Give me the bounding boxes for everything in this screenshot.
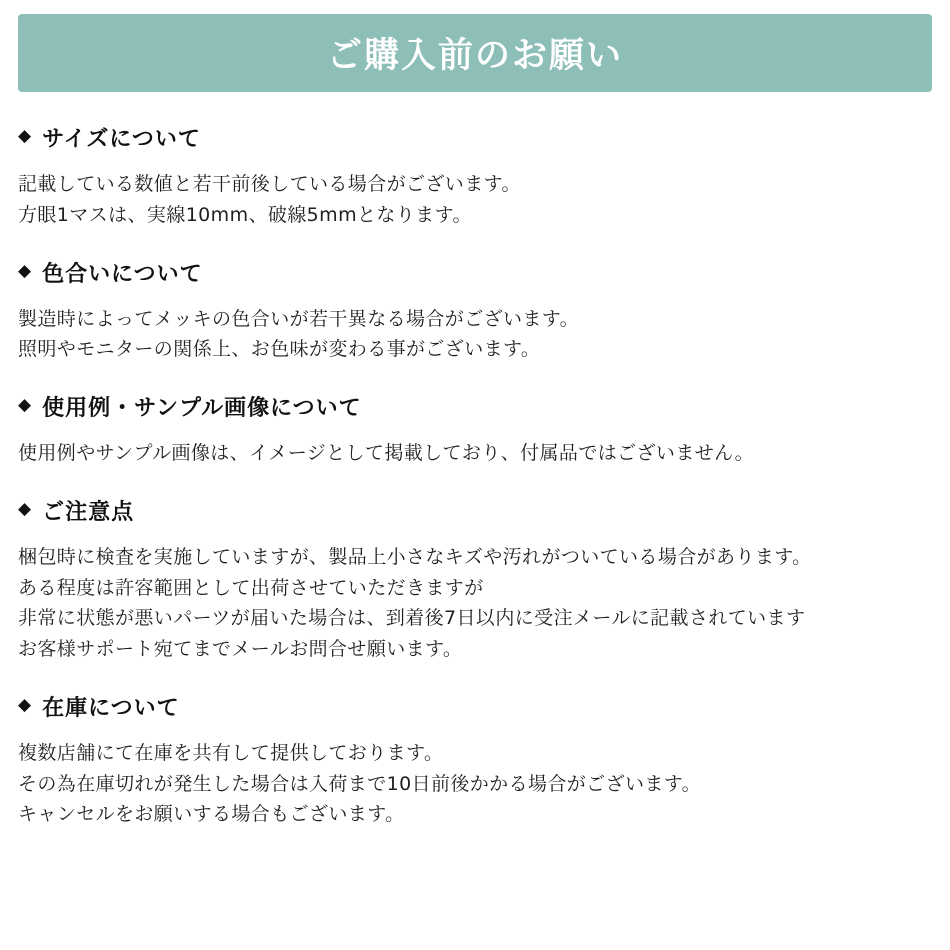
body-line: 方眼1マスは、実線10mm、破線5mmとなります。 bbox=[18, 203, 472, 226]
section-body bbox=[18, 438, 934, 469]
section-body bbox=[18, 738, 934, 830]
section-heading-label: ご注意点 bbox=[42, 499, 135, 525]
body-line: ある程度は許容範囲として出荷させていただきますが bbox=[18, 576, 484, 599]
section-stock bbox=[16, 691, 934, 830]
section-heading-label: 在庫について bbox=[42, 695, 180, 721]
section-heading bbox=[18, 122, 934, 153]
diamond-bullet-icon: ◆ bbox=[18, 260, 33, 281]
diamond-bullet-icon: ◆ bbox=[18, 395, 33, 416]
section-heading bbox=[18, 495, 934, 526]
diamond-bullet-icon: ◆ bbox=[18, 126, 33, 146]
body-line: 使用例やサンプル画像は、イメージとして掲載しており、付属品ではございません。 bbox=[18, 442, 755, 465]
section-heading bbox=[18, 391, 934, 422]
body-line: 複数店舗にて在庫を共有して提供しております。 bbox=[18, 741, 444, 764]
body-line: 記載している数値と若干前後している場合がございます。 bbox=[18, 173, 521, 195]
section-heading-label: 使用例・サンプル画像について bbox=[42, 396, 362, 422]
body-line: 梱包時に検査を実施していますが、製品上小さなキズや汚れがついている場合があります。 bbox=[18, 545, 812, 568]
body-line: キャンセルをお願いする場合もございます。 bbox=[18, 803, 405, 826]
section-heading-label: サイズについて bbox=[42, 127, 201, 152]
body-line: 非常に状態が悪いパーツが届いた場合は、到着後7日以内に受注メールに記載されています bbox=[18, 607, 806, 630]
section-body bbox=[18, 542, 934, 665]
body-line: 照明やモニターの関係上、お色味が変わる事がございます。 bbox=[18, 338, 541, 361]
page-banner bbox=[18, 14, 932, 92]
body-line: お客様サポート宛てまでメールお問合せ願います。 bbox=[18, 638, 463, 661]
section-heading bbox=[18, 257, 934, 288]
body-line: その為在庫切れが発生した場合は入荷まで10日前後かかる場合がございます。 bbox=[18, 772, 702, 795]
section-size bbox=[16, 122, 934, 231]
body-line: 製造時によってメッキの色合いが若干異なる場合がございます。 bbox=[18, 307, 580, 330]
section-sample-images bbox=[16, 391, 934, 469]
diamond-bullet-icon: ◆ bbox=[18, 498, 33, 519]
section-cautions bbox=[16, 495, 934, 665]
section-heading bbox=[18, 691, 934, 722]
section-body bbox=[18, 304, 934, 366]
page-title: ご購入前のお願い bbox=[326, 36, 623, 76]
diamond-bullet-icon: ◆ bbox=[18, 694, 33, 715]
section-body bbox=[18, 169, 934, 231]
section-heading-label: 色合いについて bbox=[42, 261, 203, 287]
section-color bbox=[16, 257, 934, 366]
